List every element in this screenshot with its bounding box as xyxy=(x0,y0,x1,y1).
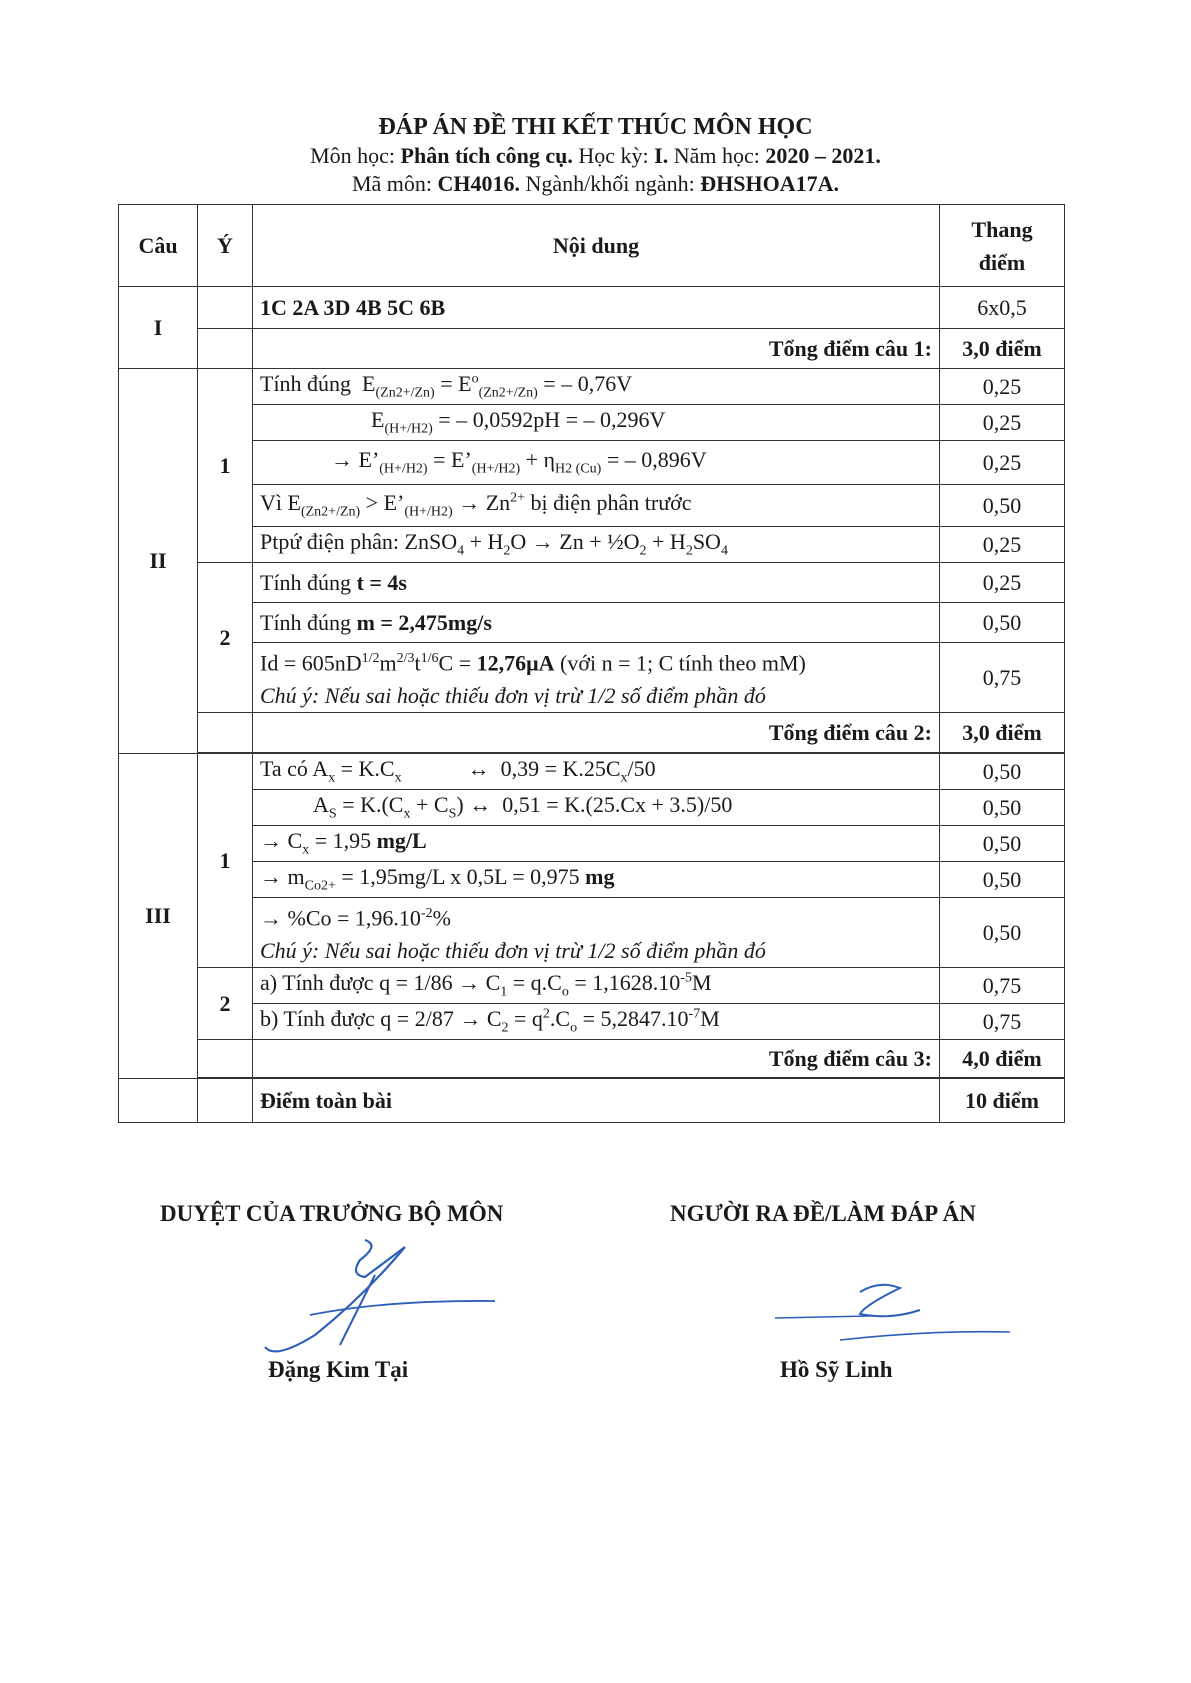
points: 0,50 xyxy=(940,603,1065,643)
col-header-y: Ý xyxy=(198,205,253,287)
table-header-row xyxy=(119,205,1065,287)
table-row xyxy=(119,898,1065,968)
points: 0,50 xyxy=(940,754,1065,790)
points: 0,25 xyxy=(940,441,1065,485)
right-signature-drawing xyxy=(770,1280,1020,1350)
table-row-total xyxy=(119,1040,1065,1078)
col-header-points-line2: điểm xyxy=(978,249,1026,275)
points: 6x0,5 xyxy=(940,287,1065,329)
mc-answers: 1C 2A 3D 4B 5C 6B xyxy=(253,287,940,329)
table-row xyxy=(119,287,1065,329)
col-header-points xyxy=(940,205,1065,287)
question-number xyxy=(119,1079,198,1123)
right-signature-title: NGƯỜI RA ĐỀ/LÀM ĐÁP ÁN xyxy=(670,1201,976,1226)
col-header-points-line1: Thang xyxy=(971,216,1033,242)
table-row xyxy=(119,527,1065,563)
content-line: $Id = 605nD^{1/2}m^{2/3}t^{1/6}C = 12,76\mu A$ (với n = 1; C tính theo mM) Chú ý: Nếu sai hoặc thiếu đơn vị trừ 1/2 số điểm phần đó xyxy=(253,643,940,713)
left-signer-name: Đặng Kim Tại xyxy=(268,1357,409,1382)
table-row xyxy=(119,643,1065,713)
table-row xyxy=(119,826,1065,862)
points: 0,50 xyxy=(940,898,1065,968)
content-result: t = 4s xyxy=(356,569,407,595)
points: 0,50 xyxy=(940,790,1065,826)
content-line xyxy=(253,603,940,643)
table-row xyxy=(119,1004,1065,1040)
points: 0,50 xyxy=(940,485,1065,527)
table-row-grand-total xyxy=(119,1079,1065,1123)
year-value: 2020 – 2021. xyxy=(765,143,881,168)
grand-total-label: Điểm toàn bài xyxy=(253,1079,940,1123)
content-line: $E_{(H+/H2)}$ = – 0,0592pH = – 0,296V xyxy=(253,405,940,441)
total-points: 3,0 điểm xyxy=(940,713,1065,753)
code-label: Mã môn: xyxy=(351,171,438,196)
question-number: I xyxy=(119,287,198,369)
points: 0,25 xyxy=(940,527,1065,563)
table-row xyxy=(119,563,1065,603)
sub-question: 2 xyxy=(198,968,253,1040)
total-points: 4,0 điểm xyxy=(940,1040,1065,1078)
content-line: Ptpứ điện phân: ZnSO$_4$ + $H_2O \to Zn$ + $\frac{1}{2}O_2 + H_2SO_4$ xyxy=(253,527,940,563)
content-line: → $\%Co = 1,96.10^{-2}\%$ Chú ý: Nếu sai hoặc thiếu đơn vị trừ 1/2 số điểm phần đó xyxy=(253,898,940,968)
table-row-total xyxy=(119,329,1065,369)
content-result: m = 2,475mg/s xyxy=(356,609,492,635)
content-text: Tính đúng xyxy=(260,569,357,595)
content-line: → $C_x = 1,95$ mg/L xyxy=(253,826,940,862)
table-row xyxy=(119,441,1065,485)
col-header-content: Nội dung xyxy=(253,205,940,287)
grand-total-points: 10 điểm xyxy=(940,1079,1065,1123)
content-text: Tính đúng xyxy=(260,609,357,635)
table-row xyxy=(119,485,1065,527)
table-row xyxy=(119,754,1065,790)
course-name: Phân tích công cụ. xyxy=(400,143,573,168)
right-signer-name: Hồ Sỹ Linh xyxy=(780,1357,893,1382)
year-label: Năm học: xyxy=(668,143,766,168)
table-row xyxy=(119,369,1065,405)
table-row-total xyxy=(119,713,1065,753)
table-row xyxy=(119,862,1065,898)
major-value: ĐHSHOA17A. xyxy=(700,171,840,196)
content-line: b) Tính được $q = 2/87 \to C_2 = q^2.C_o = 5,2847.10^{-7}M$ xyxy=(253,1004,940,1040)
sub-question: 1 xyxy=(198,369,253,563)
question-number: II xyxy=(119,369,198,754)
points: 0,25 xyxy=(940,369,1065,405)
table-row xyxy=(119,968,1065,1004)
table-row xyxy=(119,405,1065,441)
points: 0,75 xyxy=(940,1004,1065,1040)
sub-question xyxy=(198,1040,253,1078)
sub-question xyxy=(198,287,253,329)
content-line: Vì $E_{(Zn2+/Zn)}$ > $E’_{(H+/H2)} \to Zn^{2+}$ bị điện phân trước xyxy=(253,485,940,527)
document-header xyxy=(0,112,1191,198)
course-label: Môn học: xyxy=(310,143,401,168)
left-signature-title: DUYỆT CỦA TRƯỞNG BỘ MÔN xyxy=(160,1201,504,1226)
content-line xyxy=(253,563,940,603)
table-row xyxy=(119,603,1065,643)
total-label: Tổng điểm câu 3: xyxy=(253,1040,940,1078)
content-line: $A_S = K.(C_x + C_S)$ ↔ 0,51 = K.(25.Cx + 3.5)/50 xyxy=(253,790,940,826)
semester-value: I. xyxy=(654,143,669,168)
content-line: → $m_{Co2+} = 1,95mg/L$ x 0,5L = 0,975 mg xyxy=(253,862,940,898)
sub-question: 1 xyxy=(198,754,253,968)
sub-question xyxy=(198,713,253,753)
content-line: a) Tính được $q = 1/86 \to C_1 = q.C_o = 1,1628.10^{-5}M$ xyxy=(253,968,940,1004)
content-line: → $E’_{(H+/H2)}$ = $E’_{(H+/H2)} + \eta_{H2 (Cu)}$ = – 0,896V xyxy=(253,441,940,485)
total-label: Tổng điểm câu 2: xyxy=(253,713,940,753)
note-text: Chú ý: Nếu sai hoặc thiếu đơn vị trừ 1/2 số điểm phần đó xyxy=(260,682,766,708)
sub-question xyxy=(198,329,253,369)
document-title: ĐÁP ÁN ĐỀ THI KẾT THÚC MÔN HỌC xyxy=(378,114,813,140)
col-header-cau: Câu xyxy=(119,205,198,287)
points: 0,50 xyxy=(940,862,1065,898)
points: 0,25 xyxy=(940,405,1065,441)
answer-key-table xyxy=(118,204,1065,1123)
points: 0,25 xyxy=(940,563,1065,603)
course-code-line xyxy=(0,170,1191,198)
sub-question: 2 xyxy=(198,563,253,713)
points: 0,50 xyxy=(940,826,1065,862)
content-line: Tính đúng $E_{(Zn2+/Zn)} = E^o_{(Zn2+/Zn)}$ = – 0,76V xyxy=(253,369,940,405)
table-row xyxy=(119,790,1065,826)
sub-question xyxy=(198,1079,253,1123)
note-text: Chú ý: Nếu sai hoặc thiếu đơn vị trừ 1/2 số điểm phần đó xyxy=(260,937,766,963)
code-value: CH4016. xyxy=(437,171,521,196)
points: 0,75 xyxy=(940,643,1065,713)
course-info-line xyxy=(0,142,1191,170)
total-label: Tổng điểm câu 1: xyxy=(253,329,940,369)
points: 0,75 xyxy=(940,968,1065,1004)
left-signature-drawing xyxy=(255,1235,505,1360)
total-points: 3,0 điểm xyxy=(940,329,1065,369)
content-line: Ta có $A_x = K.C_x$ ↔ $0,39 = K.25C_x/50$ xyxy=(253,754,940,790)
question-number: III xyxy=(119,754,198,1079)
major-label: Ngành/khối ngành: xyxy=(520,171,701,196)
semester-label: Học kỳ: xyxy=(572,143,655,168)
